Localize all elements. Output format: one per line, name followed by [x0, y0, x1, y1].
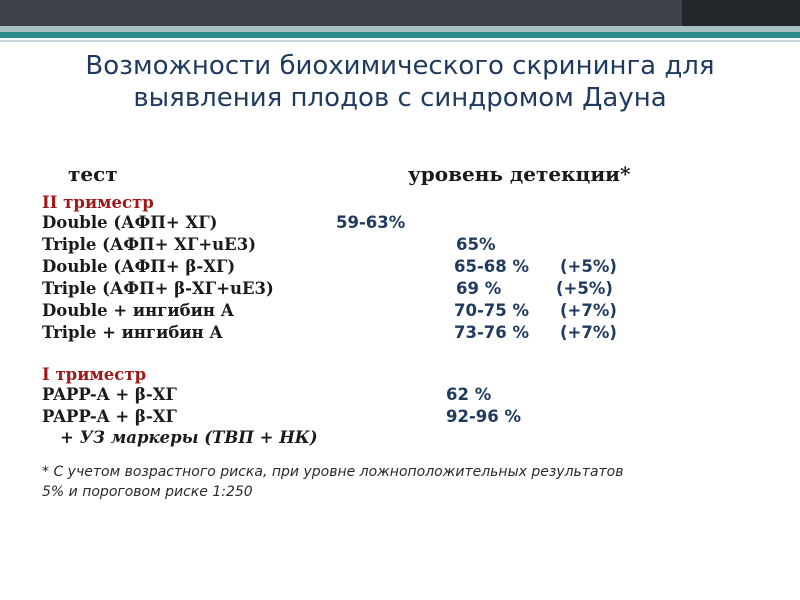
- detection-delta: (+5%): [556, 279, 613, 298]
- slide-title-line1: Возможности биохимического скрининга для: [85, 51, 715, 81]
- table-row: [42, 384, 742, 406]
- footnote-line1: * С учетом возрастного риска, при уровне ложноположительных результатов: [42, 464, 624, 480]
- section-label-text: II триместр: [42, 193, 154, 212]
- test-name: Double + ингибин А: [42, 301, 235, 320]
- ultrasound-markers-note: + УЗ маркеры (ТВП + НК): [60, 428, 318, 447]
- detection-rate: 62 %: [446, 385, 492, 404]
- section-label-trimester-1: [42, 364, 742, 386]
- test-name: PAPP-A + β-ХГ: [42, 385, 177, 404]
- column-header-test: тест: [68, 162, 118, 186]
- detection-rate: 69 %: [456, 279, 502, 298]
- section-label-trimester-2: [42, 192, 742, 214]
- slide-title: [0, 50, 800, 114]
- top-band-accent: [682, 0, 800, 26]
- section-label-text: I триместр: [42, 365, 147, 384]
- detection-rate: 73-76 %: [454, 323, 530, 342]
- column-header-detection: уровень детекции*: [408, 162, 631, 186]
- test-name: PAPP-A + β-ХГ: [42, 407, 177, 426]
- test-name: Triple (АФП+ ХГ+uE3): [42, 235, 257, 254]
- detection-delta: (+7%): [560, 323, 617, 342]
- top-band-thin: [0, 40, 800, 42]
- test-name: Triple (АФП+ β-ХГ+uE3): [42, 279, 274, 298]
- detection-delta: (+7%): [560, 301, 617, 320]
- table-row: [42, 256, 742, 278]
- detection-delta: (+5%): [560, 257, 617, 276]
- footnote-line2: 5% и пороговом риске 1:250: [42, 484, 253, 500]
- table-row: [42, 406, 742, 428]
- detection-rate: 92-96 %: [446, 407, 522, 426]
- table-row: [42, 300, 742, 322]
- test-name: Triple + ингибин А: [42, 323, 223, 342]
- footnote: [42, 462, 782, 502]
- detection-rate: 65-68 %: [454, 257, 530, 276]
- top-band-teal: [0, 32, 800, 38]
- table-row: [42, 212, 742, 234]
- top-band-dark: [0, 0, 800, 26]
- detection-rate: 65%: [456, 235, 496, 254]
- detection-rate: 70-75 %: [454, 301, 530, 320]
- detection-rate: 59-63%: [336, 213, 406, 232]
- table-row: [42, 278, 742, 300]
- test-name: Double (АФП+ β-ХГ): [42, 257, 236, 276]
- table-row: [42, 322, 742, 344]
- test-name: Double (АФП+ ХГ): [42, 213, 218, 232]
- slide-title-line2: выявления плодов с синдромом Дауна: [133, 83, 667, 113]
- table-row: [42, 234, 742, 256]
